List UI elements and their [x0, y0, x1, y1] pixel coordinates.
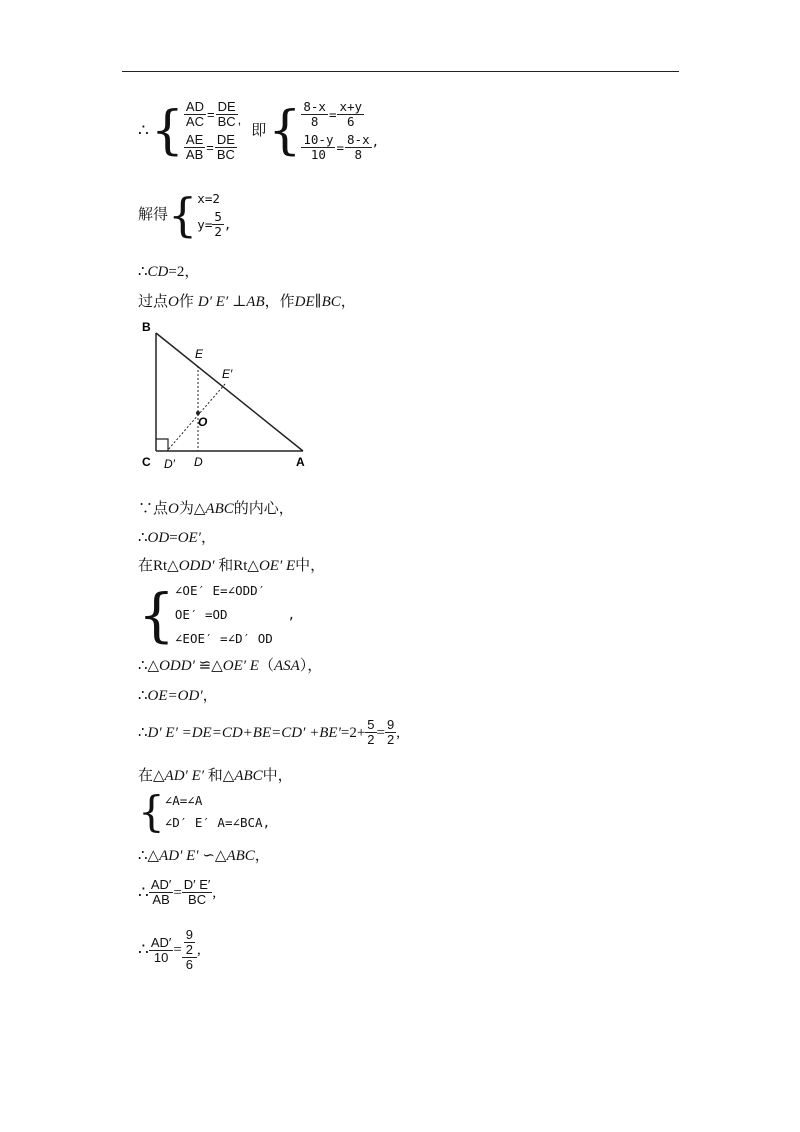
construction-text: 过点O作 D′ E′ ⊥AB，作DE∥BC，: [138, 294, 356, 310]
similarity-text: ∴△AD′ E′ ∽△ABC，: [138, 848, 270, 864]
solution-x: x=2: [197, 191, 220, 206]
similar-intro: 在△AD′ E′ 和△ABC中，: [138, 768, 293, 784]
left-brace-icon: {: [138, 581, 175, 649]
system-b: [268, 100, 379, 162]
left-brace-icon: {: [268, 101, 302, 161]
system-b-row-1: $\frac{8-x}{8}$ = $\frac{x+y}{6}$: [303, 99, 363, 129]
label-b: B: [142, 320, 151, 334]
incenter-text: ∵点O为△ABC的内心，: [138, 501, 294, 517]
system-b-row-2: $\frac{10-y}{10}$ = $\frac{8-x}{8}$ ,: [303, 132, 380, 162]
left-brace-icon: {: [150, 101, 184, 161]
triangles-text: 在Rt△ODD′ 和Rt△OE′ E中，: [138, 558, 326, 574]
label-e-prime: E′: [222, 367, 233, 381]
angle-conditions: { ∠A=∠A ∠D′ E′ A=∠BCA ,: [138, 787, 271, 836]
therefore-symbol: ∴: [138, 121, 149, 140]
header-rule: [122, 71, 679, 72]
length-equation: ∴ D′ E′ =DE=CD+BE=CD′ +BE′ =2+ $\frac{5}{2}$ = $\frac{9}{2}$ ,: [138, 717, 400, 747]
system-a-row-2: $\frac{AE}{AB}$ = $\frac{DE}{BC}$: [185, 132, 235, 162]
label-d: D: [194, 455, 203, 469]
solution-block: 解得 { x=2 y= $\frac{5}{2}$ ,: [138, 187, 232, 242]
asa-conditions: { ∠OE′ E=∠ODD′ OE′ =OD , ∠EOE′ =∠D′ OD: [138, 581, 296, 649]
right-angle-mark: [156, 439, 168, 451]
ji-label: 即: [251, 123, 267, 139]
label-e: E: [195, 347, 204, 361]
system-a-row-1: $\frac{AD}{AC}$ = $\frac{DE}{BC}$ ,: [185, 99, 242, 129]
label-d-prime: D′: [164, 457, 175, 471]
label-a: A: [296, 455, 305, 469]
proportion-systems: [138, 100, 379, 162]
od-equals-oe: ∴OD=OE′，: [138, 530, 216, 546]
label-o: O: [198, 415, 208, 429]
segment-d2e2: [167, 384, 225, 451]
left-brace-icon: {: [168, 187, 198, 242]
left-brace-icon: {: [138, 787, 165, 836]
side-ab: [156, 333, 303, 451]
system-a: [151, 100, 241, 162]
solution-y: y= $\frac{5}{2}$ ,: [197, 209, 232, 239]
cd-result: ∴CD=2，: [138, 264, 200, 280]
oe-equals-od: ∴OE=OD′，: [138, 688, 218, 704]
triangle-figure: [136, 318, 316, 478]
congruence-text: ∴△ODD′ ≌△OE′ E（ASA），: [138, 658, 323, 674]
substituted-ratio: ∴ $\frac{AD'}{10}$ = $\frac{\frac{9}{2}}{6}$ ,: [138, 927, 201, 972]
label-c: C: [142, 455, 151, 469]
ratio-equation: ∴ $\frac{AD'}{AB}$ = $\frac{D' E'}{BC}$ ,: [138, 877, 217, 907]
